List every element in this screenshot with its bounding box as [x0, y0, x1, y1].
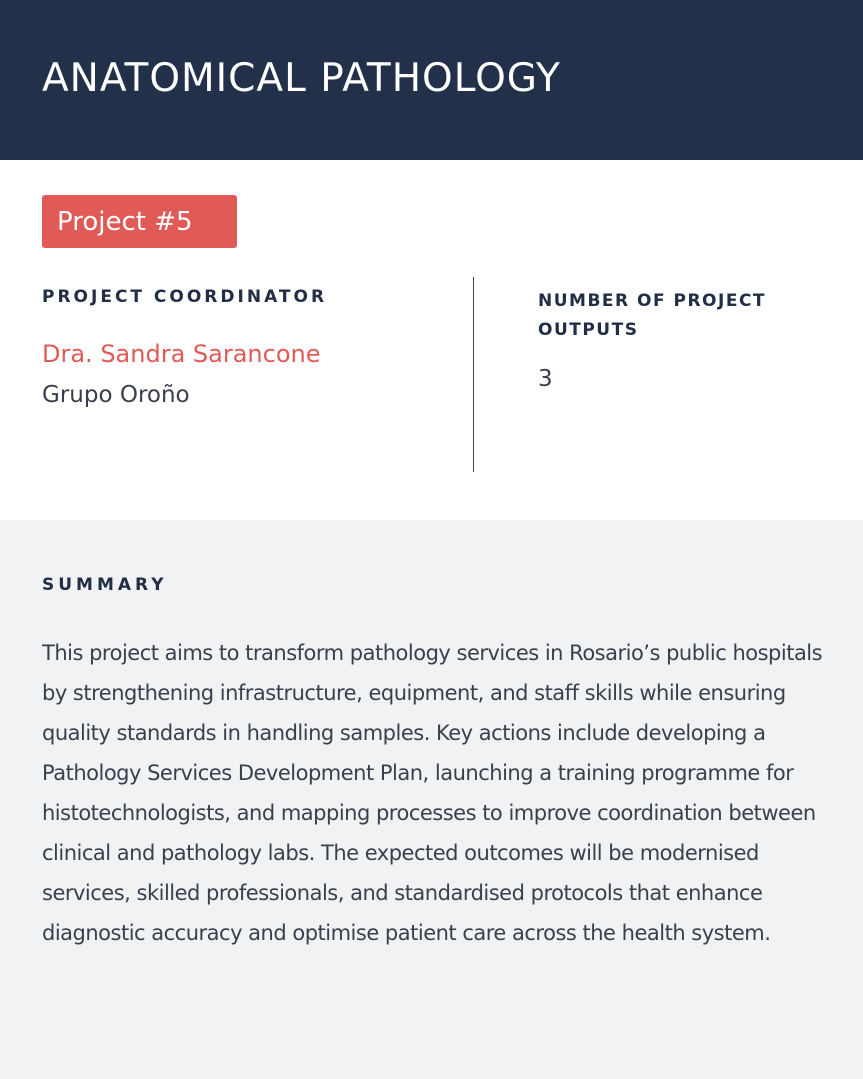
coordinator-name: Dra. Sandra Sarancone	[42, 340, 321, 368]
header-banner	[0, 0, 863, 160]
page-title: ANATOMICAL PATHOLOGY	[42, 56, 561, 101]
outputs-label: NUMBER OF PROJECT OUTPUTS	[538, 291, 767, 340]
summary-label: SUMMARY	[42, 575, 168, 595]
coordinator-label: PROJECT COORDINATOR	[42, 287, 328, 307]
coordinator-organization: Grupo Oroño	[42, 382, 190, 408]
outputs-value: 3	[538, 366, 553, 392]
column-divider	[473, 277, 474, 472]
summary-text: This project aims to transform pathology services in Rosario’s public hospitals by strengthening infrastructure, equipment, and staff skills while ensuring quality standards in handling samples. Key actions include developing a Pathology Services Development Plan, launching a training programme for histotechnologists, and mapping processes to improve coordination between clinical and pathology labs. The expected outcomes will be modernised services, skilled professionals, and standardised protocols that enhance diagnostic accuracy and optimise patient care across the health system.	[42, 641, 823, 945]
project-number-badge: Project #5	[42, 195, 237, 248]
